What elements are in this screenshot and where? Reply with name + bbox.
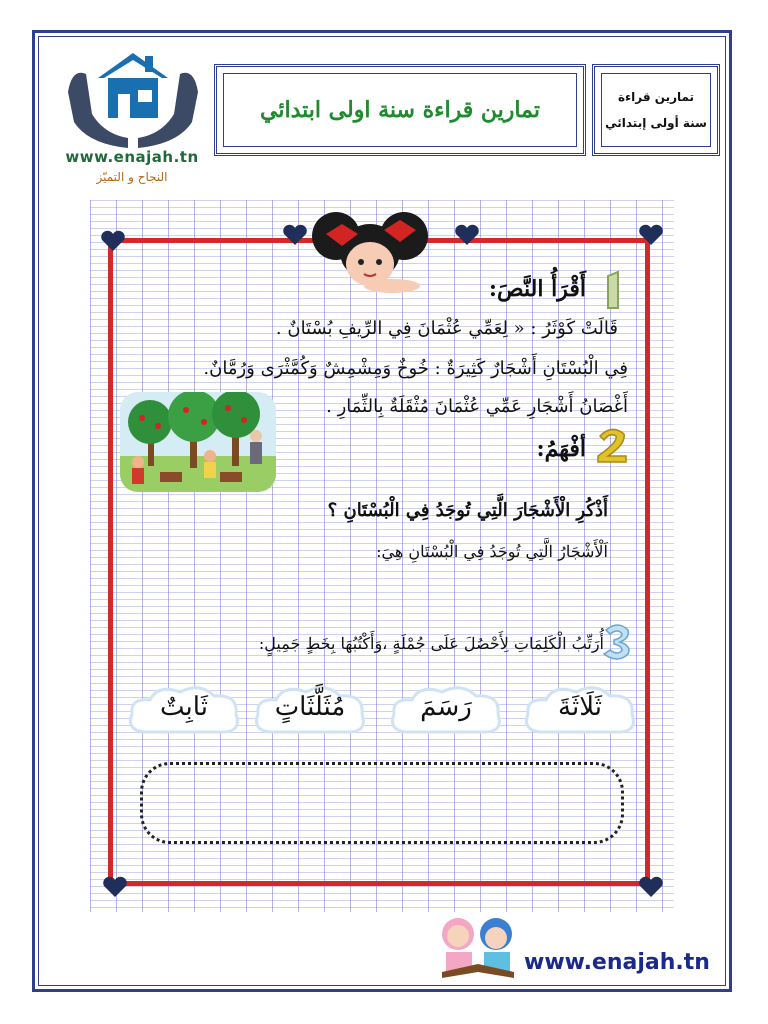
girl-illustration bbox=[308, 206, 432, 294]
number-one-icon bbox=[594, 270, 630, 310]
text-line-3: أَغْصَانُ أَشْجَارِ عَمِّي عُثْمَانَ مُثْقَلَةٌ بِالثِّمَارِ . bbox=[326, 396, 628, 417]
footer-url: www.enajah.tn bbox=[524, 950, 710, 975]
heart-icon bbox=[638, 224, 664, 246]
logo-slogan: النجاح و التميّز bbox=[96, 170, 168, 184]
sentence-answer-box[interactable] bbox=[140, 762, 624, 844]
page-title: تمارين قراءة سنة اولى ابتدائي bbox=[260, 97, 540, 123]
scrambled-word-3: مُثَلَّثَاتٍ bbox=[274, 692, 346, 722]
answer-prompt: اَلْأَشْجَارُ الَّتِي تُوجَدُ فِي الْبُسْتَانِ هِيَ: bbox=[376, 542, 608, 561]
section3-instruction: أُرَتِّبُ الْكَلِمَاتِ لِأَحْصُلَ عَلَى جُمْلَةٍ ،وَأَكْتُبُهَا بِخَطٍ جَمِيلٍ: bbox=[258, 634, 604, 653]
comprehension-question: أَذْكُرِ الْأَشْجَارَ الَّتِي تُوجَدُ فِي الْبُسْتَانِ ؟ bbox=[327, 500, 608, 521]
side-label-line2: سنة أولى إبتدائي bbox=[605, 116, 707, 130]
logo-url: www.enajah.tn bbox=[65, 148, 199, 166]
scrambled-word-1: ثَلَاثَةَ bbox=[558, 692, 602, 722]
heart-icon bbox=[100, 230, 126, 252]
number-two-icon bbox=[594, 424, 630, 464]
kids-reading-illustration bbox=[432, 912, 524, 982]
text-line-1: قَالَتْ كَوْثَرُ : « لِعَمِّي عُثْمَانَ فِي الرِّيفِ بُسْتَانٌ . bbox=[275, 318, 618, 339]
heart-icon bbox=[282, 224, 308, 246]
scrambled-word-2: رَسَمَ bbox=[420, 692, 472, 722]
side-label-inner bbox=[601, 73, 711, 147]
title-box bbox=[214, 64, 586, 156]
orchard-illustration bbox=[120, 392, 276, 492]
heart-icon bbox=[638, 876, 664, 898]
title-inner bbox=[223, 73, 577, 147]
scrambled-word-4: ثَابِتٌ bbox=[160, 692, 208, 722]
number-three-icon bbox=[600, 622, 636, 662]
section2-heading: أفْهَمُ: bbox=[536, 436, 586, 462]
section1-heading: أَقْرَأُ النَّصَ: bbox=[488, 276, 586, 302]
text-line-2: فِي الْبُسْتَانِ أَشْجَارٌ كَثِيرَةٌ : خُوخٌ وَمِشْمِشٌ وَكُمَّثْرَى وَرُمَّانٌ. bbox=[203, 358, 628, 379]
side-label-box bbox=[592, 64, 720, 156]
side-label-line1: تمارين قراءة bbox=[617, 90, 695, 104]
heart-icon bbox=[454, 224, 480, 246]
heart-icon bbox=[102, 876, 128, 898]
